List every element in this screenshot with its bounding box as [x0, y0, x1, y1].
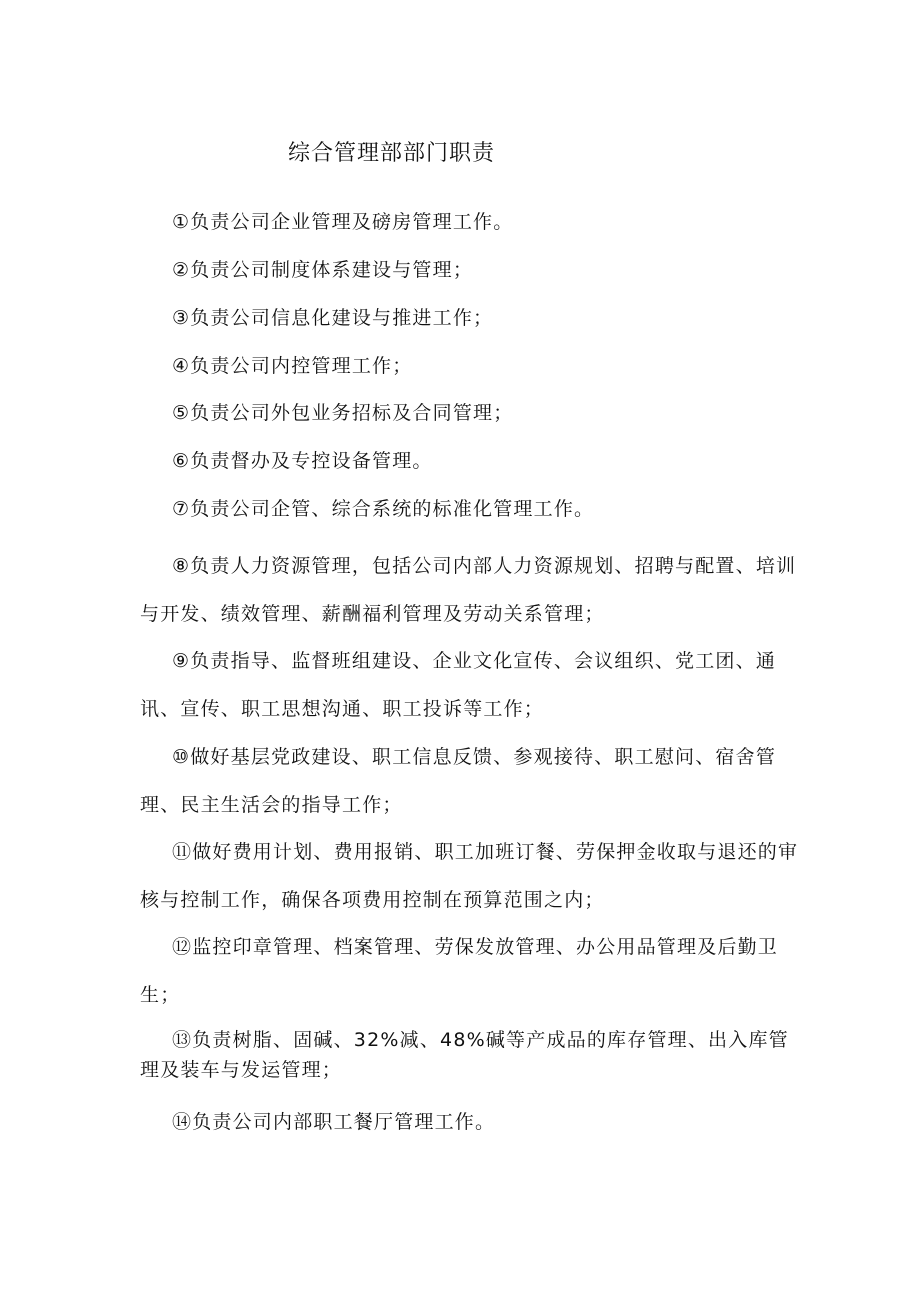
duty-paragraph-1: ①负责公司企业管理及磅房管理工作。: [172, 211, 514, 233]
page-title: 综合管理部部门职责: [288, 141, 496, 166]
duty-paragraph-12: ⑫监控印章管理、档案管理、劳保发放管理、办公用品管理及后勤卫生；: [140, 936, 779, 1006]
duty-paragraph-11: ⑪做好费用计划、费用报销、职工加班订餐、劳保押金收取与退还的审核与控制工作，确保各项费用控制在预算范围之内；: [140, 841, 799, 911]
duty-paragraph-5: ⑤负责公司外包业务招标及合同管理；: [172, 402, 514, 424]
duty-paragraph-7: ⑦负责公司企管、综合系统的标准化管理工作。: [172, 498, 595, 520]
duty-paragraph-9: ⑨负责指导、监督班组建设、企业文化宣传、会议组织、党工团、通讯、宣传、职工思想沟通、职工投诉等工作；: [140, 650, 777, 720]
duty-paragraph-8: ⑧负责人力资源管理，包括公司内部人力资源规划、招聘与配置、培训与开发、绩效管理、薪酬福利管理及劳动关系管理；: [140, 555, 797, 625]
duty-paragraph-2: ②负责公司制度体系建设与管理；: [172, 259, 474, 281]
duty-paragraph-13: ⑬负责树脂、固碱、32%减、48%碱等产成品的库存管理、出入库管理及装车与发运管理；: [140, 1029, 789, 1081]
duty-paragraph-14: ⑭负责公司内部职工餐厅管理工作。: [172, 1111, 496, 1133]
duty-paragraph-3: ③负责公司信息化建设与推进工作；: [172, 307, 494, 329]
duty-paragraph-10: ⑩做好基层党政建设、职工信息反馈、参观接待、职工慰问、宿舍管理、民主生活会的指导工作；: [140, 746, 777, 816]
duty-paragraph-4: ④负责公司内控管理工作；: [172, 355, 413, 377]
duty-paragraph-6: ⑥负责督办及专控设备管理。: [172, 450, 433, 472]
